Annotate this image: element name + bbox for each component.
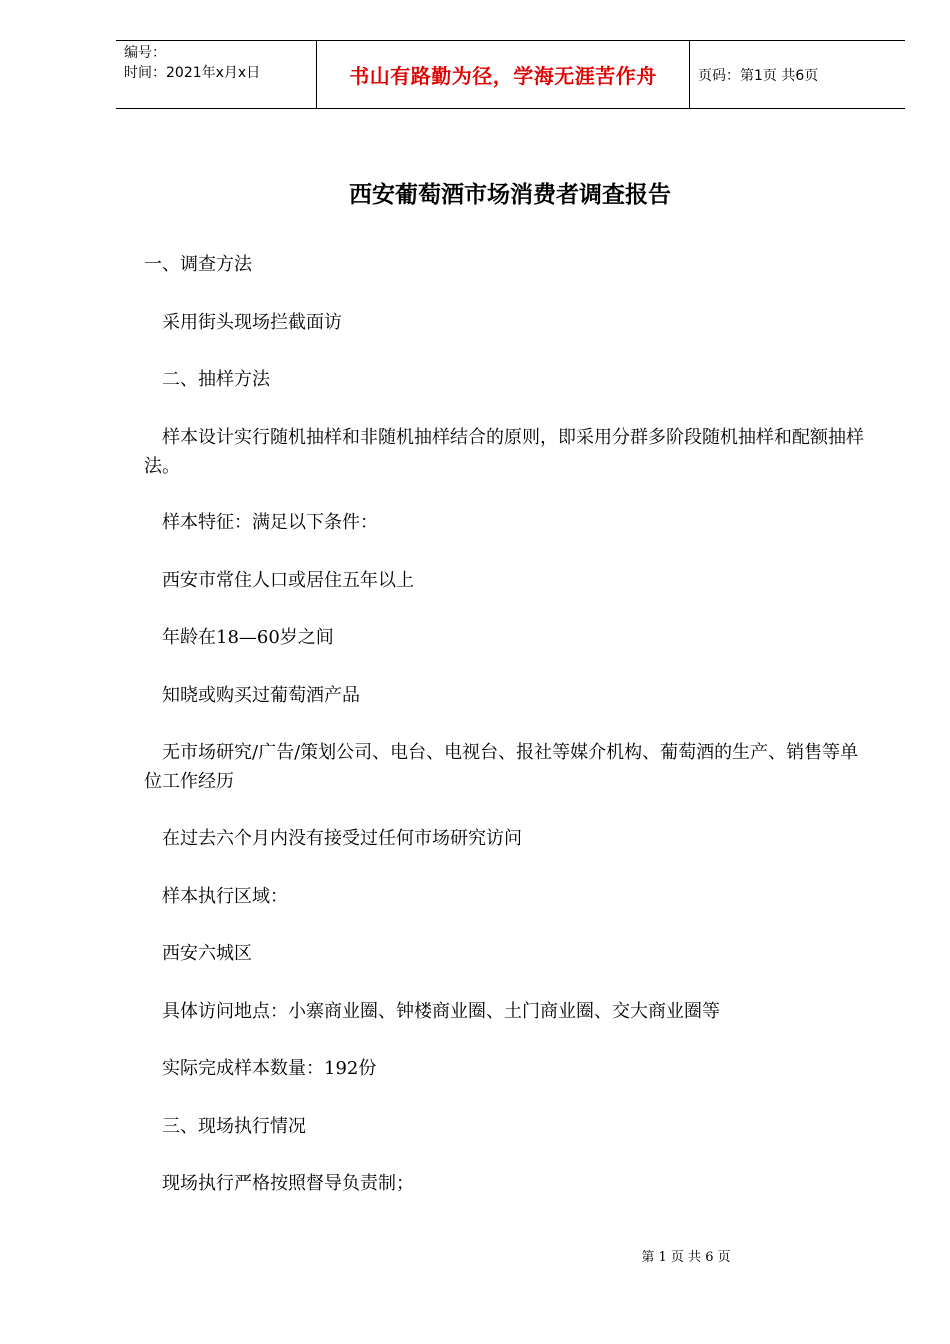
document-date: 时间：2021年x月x日 xyxy=(124,65,261,81)
document-title: 西安葡萄酒市场消费者调查报告 xyxy=(349,181,671,208)
paragraph: 无市场研究/广告/策划公司、电台、电视台、报社等媒介机构、葡萄酒的生产、销售等单位工作经历 xyxy=(144,742,859,792)
paragraph: 具体访问地点：小寨商业圈、钟楼商业圈、土门商业圈、交大商业圈等 xyxy=(144,1001,720,1022)
header-slogan: 书山有路勤为径，学海无涯苦作舟 xyxy=(349,64,657,88)
paragraph: 知晓或购买过葡萄酒产品 xyxy=(144,685,360,706)
section-heading-1: 一、调查方法 xyxy=(144,254,252,275)
document-number-label: 编号： xyxy=(124,45,166,61)
section-heading-2: 二、抽样方法 xyxy=(144,369,270,390)
header-meta xyxy=(116,41,316,108)
paragraph: 实际完成样本数量：192份 xyxy=(144,1058,377,1079)
paragraph: 年龄在18—60岁之间 xyxy=(144,627,334,648)
header-page-info: 页码：第1页 共6页 xyxy=(698,67,819,84)
paragraph: 样本执行区域： xyxy=(144,886,288,907)
paragraph: 在过去六个月内没有接受过任何市场研究访问 xyxy=(144,828,522,849)
page-header xyxy=(116,40,905,109)
section-heading-3: 三、现场执行情况 xyxy=(144,1116,306,1137)
paragraph: 西安六城区 xyxy=(144,943,252,964)
page-footer: 第 1 页 共 6 页 xyxy=(641,1250,731,1265)
paragraph: 西安市常住人口或居住五年以上 xyxy=(144,570,414,591)
paragraph: 样本特征：满足以下条件： xyxy=(144,512,378,533)
header-slogan-cell xyxy=(316,41,690,108)
paragraph: 样本设计实行随机抽样和非随机抽样结合的原则，即采用分群多阶段随机抽样和配额抽样法。 xyxy=(144,427,864,477)
paragraph: 采用街头现场拦截面访 xyxy=(144,312,342,333)
paragraph: 现场执行严格按照督导负责制； xyxy=(144,1173,414,1194)
